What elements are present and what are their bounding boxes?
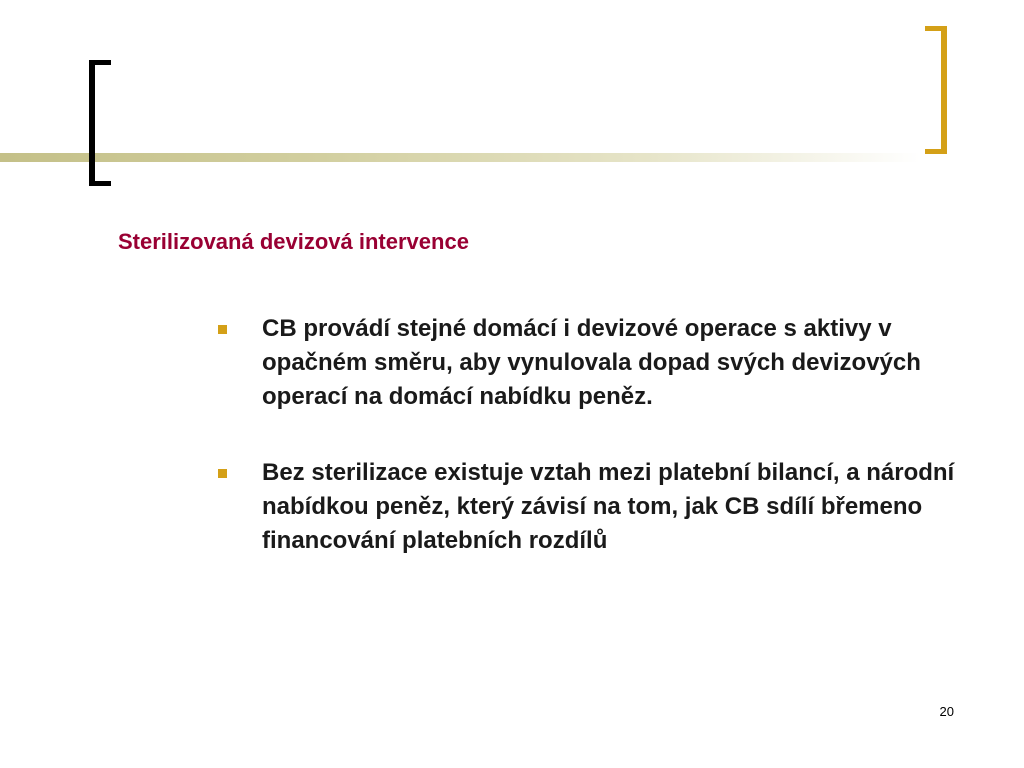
left-bracket-decoration — [89, 60, 111, 186]
page-number: 20 — [939, 704, 954, 719]
slide-title: Sterilizovaná devizová intervence — [118, 229, 469, 254]
bullet-list — [216, 312, 956, 600]
bullet-text: Bez sterilizace existuje vztah mezi platební bilancí, a národní nabídkou peněz, který závisí na tom, jak CB sdílí břemeno financování platebních rozdílů — [262, 459, 955, 554]
header-rule — [0, 153, 920, 162]
bullet-item — [216, 312, 956, 414]
right-bracket-decoration — [925, 26, 947, 154]
square-bullet-icon — [218, 469, 227, 478]
bullet-text: CB provádí stejné domácí i devizové operace s aktivy v opačném směru, aby vynulovala dopad svých devizových operací na domácí nabídku peněz. — [262, 315, 921, 410]
square-bullet-icon — [218, 325, 227, 334]
bullet-item — [216, 456, 956, 558]
